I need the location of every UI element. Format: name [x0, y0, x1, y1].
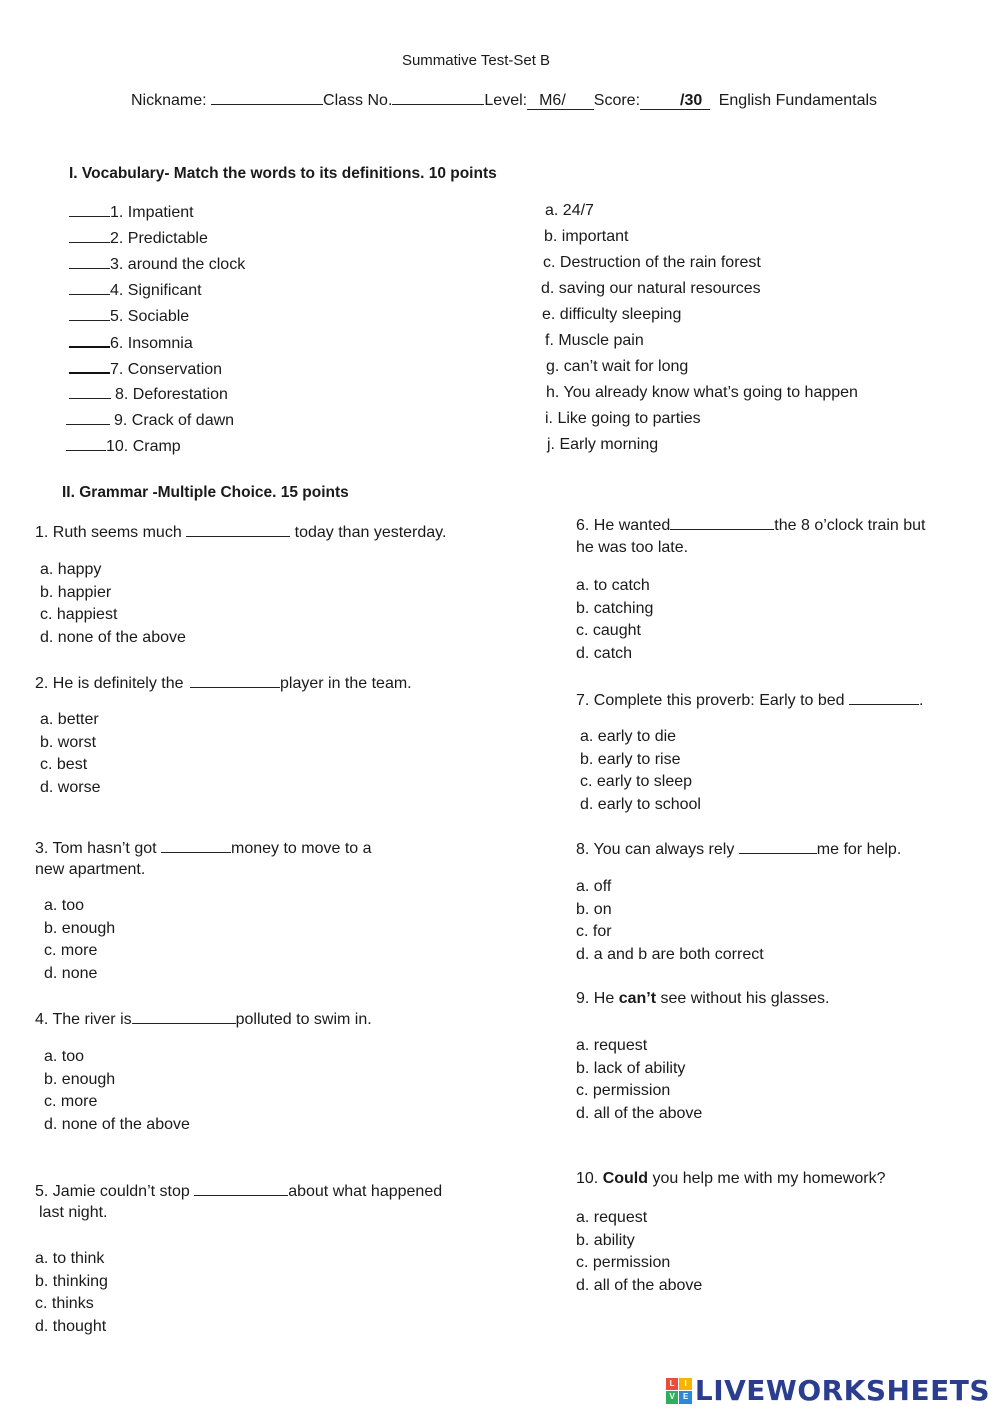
question-10-options	[576, 1207, 702, 1297]
vocabulary-definition-item: g. can’t wait for long	[546, 358, 689, 375]
vocabulary-definition-item: j. Early morning	[547, 436, 659, 453]
vocabulary-answer-blank[interactable]	[69, 279, 110, 295]
answer-option[interactable]: a. off	[576, 878, 612, 895]
vocabulary-word-text: 5. Sociable	[110, 308, 190, 325]
vocabulary-word-item	[69, 253, 245, 275]
logo-mark-letter: E	[679, 1391, 692, 1404]
vocabulary-definition-item: i. Like going to parties	[545, 410, 701, 427]
vocabulary-answer-blank[interactable]	[69, 357, 110, 374]
question-5-text-end: about what happened	[288, 1183, 443, 1200]
question-9-text-end: see without his glasses.	[660, 990, 830, 1007]
vocabulary-word-item	[69, 279, 202, 301]
question-5	[35, 1180, 442, 1202]
vocabulary-definition-item: d. saving our natural resources	[541, 280, 761, 297]
answer-option[interactable]: d. catch	[576, 644, 633, 662]
answer-option[interactable]: c. more	[44, 942, 98, 959]
vocabulary-word-item	[66, 435, 181, 457]
vocabulary-word-text: 10. Cramp	[106, 438, 181, 455]
vocabulary-answer-blank[interactable]	[66, 435, 106, 451]
classno-label: Class No.	[323, 92, 393, 109]
answer-option[interactable]: d. all of the above	[576, 1276, 703, 1294]
answer-option[interactable]: c. permission	[576, 1254, 671, 1271]
score-label: Score:	[593, 92, 641, 109]
answer-option[interactable]: b. happier	[40, 583, 112, 601]
question-2-text: 2. He is definitely the	[35, 675, 184, 692]
score-field[interactable]: /30	[640, 92, 710, 110]
question-9	[576, 989, 829, 1009]
vocabulary-word-item	[69, 383, 228, 405]
vocabulary-word-item	[69, 357, 222, 380]
answer-option[interactable]: b. lack of ability	[576, 1059, 686, 1077]
answer-option[interactable]: c. more	[44, 1093, 98, 1110]
question-6-text-end: the 8 o’clock train but	[774, 517, 926, 534]
question-9-options	[576, 1035, 702, 1125]
vocabulary-word-item	[66, 409, 234, 431]
subject-label: English Fundamentals	[718, 92, 878, 109]
question-3-line2: new apartment.	[35, 861, 146, 878]
question-1-blank[interactable]	[186, 521, 290, 537]
vocabulary-answer-blank[interactable]	[69, 383, 111, 399]
question-9-modal: can’t	[618, 990, 657, 1007]
logo-mark-letter: L	[666, 1378, 679, 1391]
answer-option[interactable]: b. thinking	[35, 1272, 108, 1290]
vocabulary-word-text: 9. Crack of dawn	[114, 412, 235, 429]
answer-option[interactable]: a. too	[44, 1048, 85, 1065]
student-info-header	[131, 88, 877, 111]
answer-option[interactable]: c. for	[576, 923, 612, 940]
level-field[interactable]: M6/	[527, 92, 594, 110]
vocabulary-word-text: 2. Predictable	[110, 230, 208, 247]
answer-option[interactable]: c. permission	[576, 1082, 671, 1099]
answer-option[interactable]: a. to catch	[576, 577, 650, 594]
answer-option[interactable]: b. enough	[44, 1070, 116, 1088]
question-2-blank[interactable]	[190, 672, 280, 688]
answer-option[interactable]: a. better	[40, 711, 99, 728]
vocabulary-word-text: 8. Deforestation	[115, 386, 228, 403]
question-4-text: 4. The river is	[35, 1011, 132, 1028]
vocabulary-word-item	[69, 227, 208, 249]
answer-option[interactable]: b. enough	[44, 919, 116, 937]
answer-option[interactable]: d. none of the above	[44, 1115, 190, 1133]
question-1-options	[40, 559, 186, 649]
question-2-options	[40, 709, 100, 799]
question-3-blank[interactable]	[161, 837, 231, 853]
vocabulary-definition-item: c. Destruction of the rain forest	[543, 254, 761, 271]
question-6-options	[576, 575, 653, 665]
question-8-text: 8. You can always rely	[576, 841, 735, 858]
vocabulary-answer-blank[interactable]	[69, 331, 110, 348]
logo-mark-letter: V	[666, 1391, 679, 1404]
answer-option[interactable]: b. catching	[576, 599, 654, 617]
question-3-options	[44, 895, 115, 985]
answer-option[interactable]: d. early to school	[580, 795, 701, 813]
question-2	[35, 672, 412, 694]
question-8	[576, 838, 901, 860]
answer-option[interactable]: a. happy	[40, 561, 102, 578]
vocabulary-word-item	[69, 331, 193, 354]
question-10-text: 10.	[576, 1170, 599, 1187]
question-6	[576, 514, 925, 536]
question-6-text: 6. He wanted	[576, 517, 671, 534]
logo-text: LIVEWORKSHEETS	[694, 1374, 990, 1407]
question-1-text-end: today than yesterday.	[294, 524, 447, 541]
question-8-blank[interactable]	[739, 838, 817, 854]
vocabulary-answer-blank[interactable]	[69, 201, 110, 217]
vocabulary-word-item	[69, 201, 194, 223]
question-5-blank[interactable]	[194, 1180, 288, 1196]
question-5-line2: last night.	[39, 1204, 108, 1221]
vocabulary-definition-item: f. Muscle pain	[545, 332, 644, 349]
question-10-text-end: you help me with my homework?	[652, 1170, 886, 1187]
question-2-text-end: player in the team.	[279, 675, 412, 692]
question-4	[35, 1008, 372, 1030]
question-10	[576, 1169, 885, 1189]
answer-option[interactable]: d. a and b are both correct	[576, 945, 764, 963]
logo-mark-icon	[666, 1378, 692, 1404]
vocabulary-heading: I. Vocabulary- Match the words to its definitions. 10 points	[69, 165, 497, 182]
logo-mark-letter: I	[679, 1378, 692, 1391]
vocabulary-word-text: 4. Significant	[110, 282, 202, 299]
question-9-text: 9. He	[576, 990, 615, 1007]
question-4-text-end: polluted to swim in.	[235, 1011, 372, 1028]
question-3	[35, 837, 372, 859]
answer-option[interactable]: a. too	[44, 897, 85, 914]
grammar-heading: II. Grammar -Multiple Choice. 15 points	[62, 484, 349, 501]
answer-option[interactable]: c. caught	[576, 622, 641, 639]
answer-option[interactable]: b. on	[576, 900, 612, 918]
vocabulary-definition-item: b. important	[544, 228, 629, 245]
vocabulary-word-text: 3. around the clock	[110, 256, 246, 273]
answer-option[interactable]: d. thought	[35, 1317, 107, 1335]
question-7	[576, 689, 923, 711]
vocabulary-definition-item: h. You already know what’s going to happen	[546, 384, 858, 401]
question-7-blank[interactable]	[849, 689, 919, 705]
vocabulary-answer-blank[interactable]	[66, 409, 110, 425]
answer-option[interactable]: a. to think	[35, 1250, 105, 1267]
answer-option[interactable]: c. early to sleep	[580, 773, 693, 790]
question-7-text: 7. Complete this proverb: Early to bed	[576, 692, 845, 709]
question-3-text: 3. Tom hasn’t got	[35, 840, 157, 857]
question-5-text: 5. Jamie couldn’t stop	[35, 1183, 190, 1200]
question-10-modal: Could	[602, 1170, 649, 1187]
vocabulary-word-text: 1. Impatient	[110, 204, 194, 221]
question-4-blank[interactable]	[132, 1008, 236, 1024]
vocabulary-word-text: 6. Insomnia	[110, 335, 193, 352]
page-title: Summative Test-Set B	[401, 52, 551, 69]
question-1-text: 1. Ruth seems much	[35, 524, 182, 541]
question-7-options	[580, 726, 701, 816]
vocabulary-answer-blank[interactable]	[69, 227, 110, 243]
question-3-text-end: money to move to a	[231, 840, 372, 857]
answer-option[interactable]: a. request	[576, 1209, 648, 1226]
answer-option[interactable]: d. none of the above	[40, 628, 186, 646]
vocabulary-answer-blank[interactable]	[69, 305, 110, 321]
answer-option[interactable]: b. worst	[40, 733, 97, 751]
answer-option[interactable]: c. thinks	[35, 1295, 94, 1312]
vocabulary-word-item	[69, 305, 189, 327]
vocabulary-definition-item: e. difficulty sleeping	[542, 306, 682, 323]
answer-option[interactable]: b. ability	[576, 1231, 635, 1249]
answer-option[interactable]: d. none	[44, 964, 98, 982]
answer-option[interactable]: a. request	[576, 1037, 648, 1054]
answer-option[interactable]: c. happiest	[40, 606, 118, 623]
vocabulary-definition-item: a. 24/7	[545, 202, 594, 219]
question-1	[35, 521, 446, 543]
level-label: Level:	[484, 92, 528, 109]
question-6-blank[interactable]	[670, 514, 774, 530]
answer-option[interactable]: c. best	[40, 756, 88, 773]
question-8-text-end: me for help.	[816, 841, 902, 858]
answer-option[interactable]: a. early to die	[580, 728, 677, 745]
answer-option[interactable]: d. all of the above	[576, 1104, 703, 1122]
question-7-text-end: .	[919, 692, 924, 709]
question-8-options	[576, 876, 764, 966]
classno-field[interactable]	[392, 88, 484, 105]
question-5-options	[35, 1248, 108, 1338]
answer-option[interactable]: b. early to rise	[580, 750, 681, 768]
question-6-line2: he was too late.	[576, 539, 689, 556]
vocabulary-answer-blank[interactable]	[69, 253, 110, 269]
liveworksheets-logo	[666, 1374, 990, 1407]
nickname-label: Nickname:	[131, 92, 207, 109]
nickname-field[interactable]	[211, 88, 323, 105]
answer-option[interactable]: d. worse	[40, 778, 101, 796]
vocabulary-word-text: 7. Conservation	[110, 361, 223, 378]
question-4-options	[44, 1046, 190, 1136]
